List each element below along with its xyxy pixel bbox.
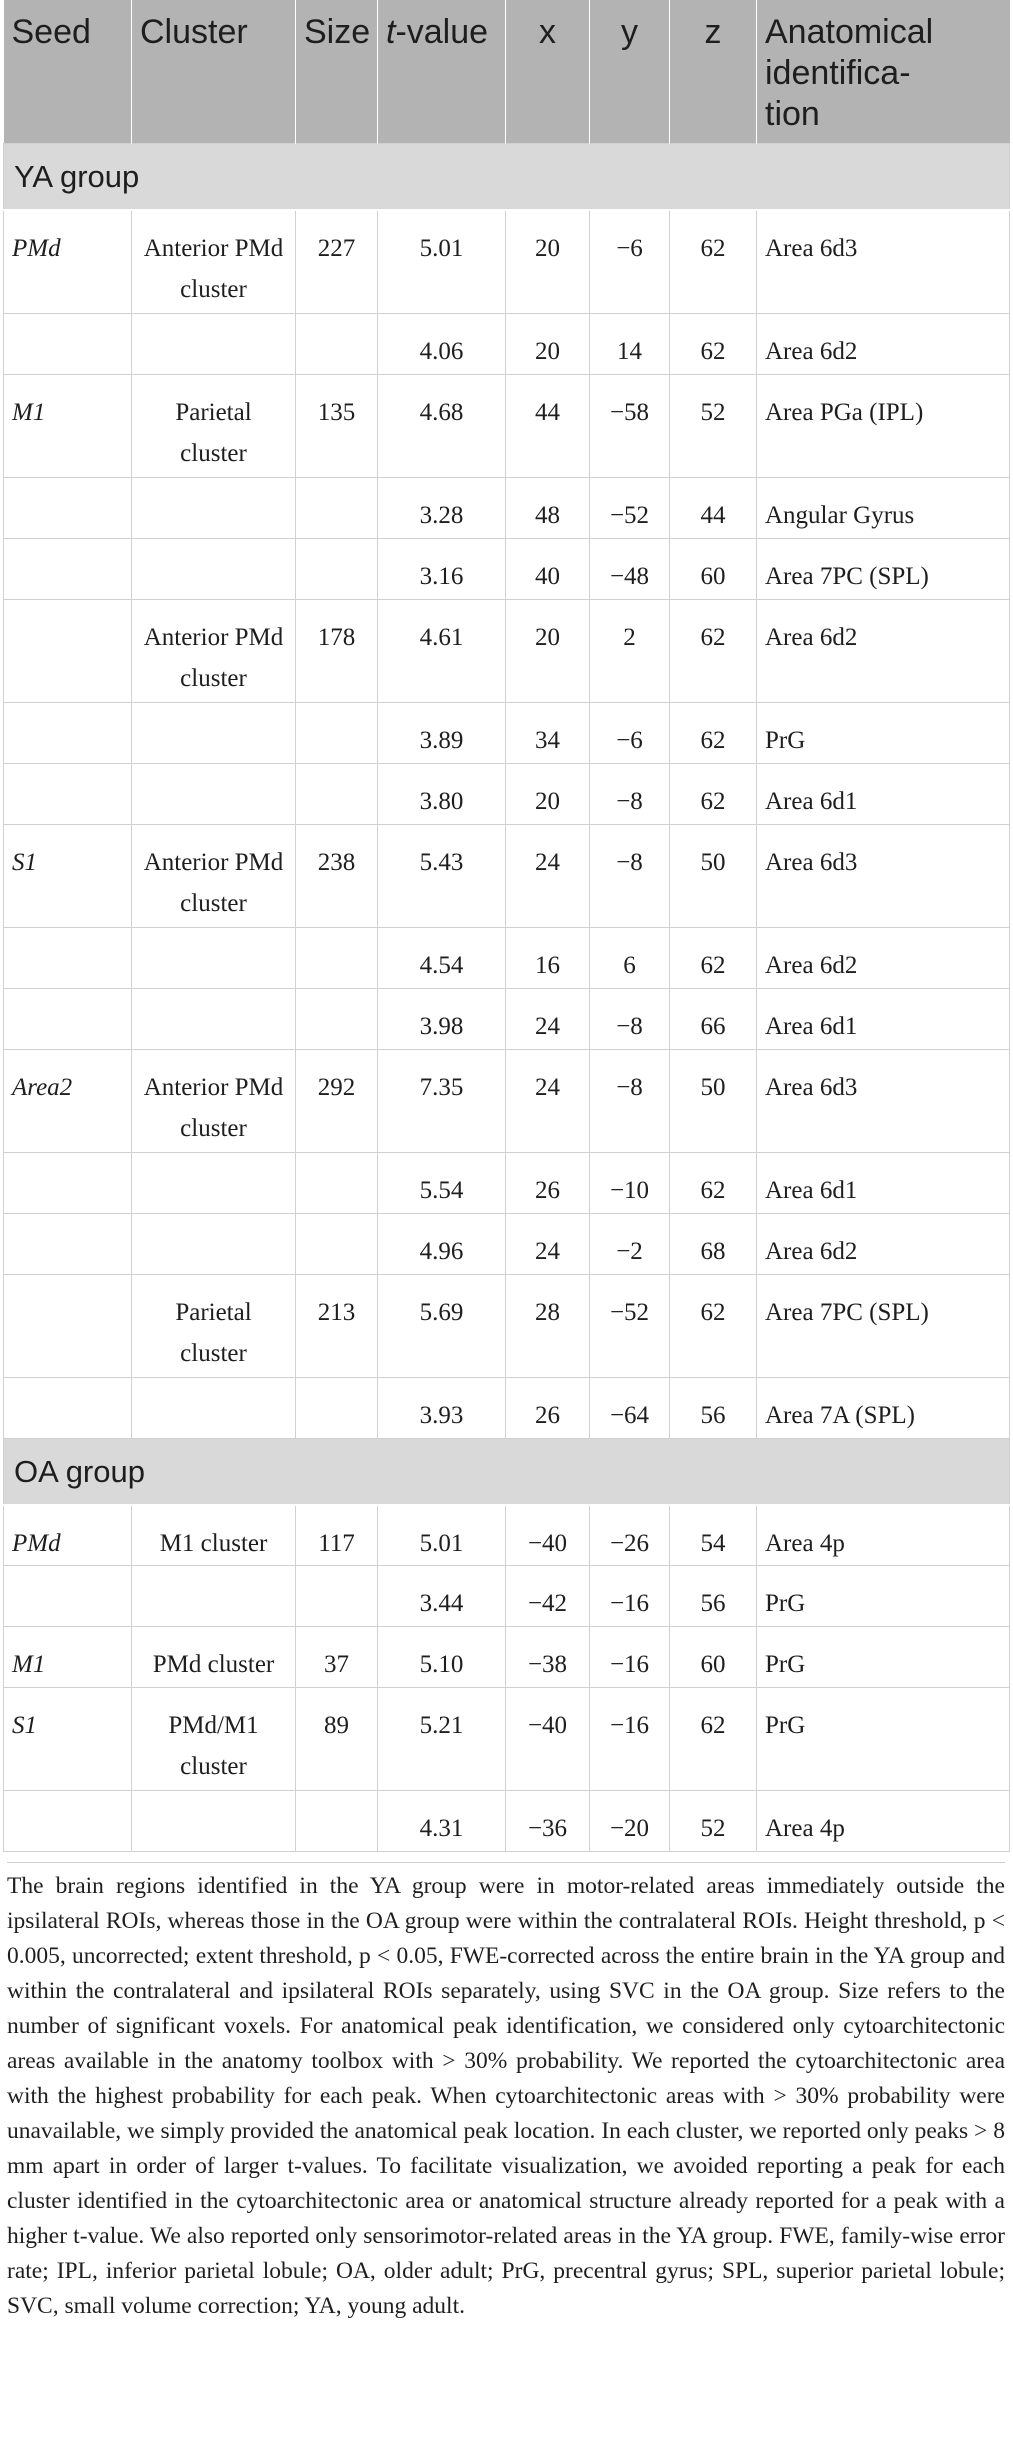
y-cell: −20 <box>590 1791 670 1852</box>
header-seed: Seed <box>4 0 132 144</box>
seed-cell <box>4 538 132 599</box>
z-cell: 52 <box>670 374 757 477</box>
t-value-cell: 4.96 <box>378 1213 506 1274</box>
anatomical-cell: Area 6d1 <box>757 763 1010 824</box>
z-cell: 56 <box>670 1566 757 1627</box>
size-cell <box>296 1377 378 1438</box>
header-y: y <box>590 0 670 144</box>
t-value-cell: 4.68 <box>378 374 506 477</box>
anatomical-cell: Area 4p <box>757 1505 1010 1566</box>
t-value-cell: 3.28 <box>378 477 506 538</box>
z-cell: 66 <box>670 988 757 1049</box>
header-x: x <box>506 0 590 144</box>
t-value-cell: 4.31 <box>378 1791 506 1852</box>
size-cell <box>296 313 378 374</box>
anatomical-cell: Area 4p <box>757 1791 1010 1852</box>
t-value-cell: 5.01 <box>378 1505 506 1566</box>
t-value-cell: 3.89 <box>378 702 506 763</box>
size-cell <box>296 1791 378 1852</box>
size-cell <box>296 1213 378 1274</box>
seed-cell: PMd <box>4 210 132 313</box>
seed-cell <box>4 1274 132 1377</box>
cluster-cell <box>132 927 296 988</box>
anatomical-cell: Area 7PC (SPL) <box>757 1274 1010 1377</box>
x-cell: 24 <box>506 988 590 1049</box>
anatomical-cell: Angular Gyrus <box>757 477 1010 538</box>
x-cell: 26 <box>506 1152 590 1213</box>
seed-cell <box>4 1566 132 1627</box>
seed-cell <box>4 1377 132 1438</box>
anatomical-cell: PrG <box>757 1566 1010 1627</box>
z-cell: 50 <box>670 824 757 927</box>
cluster-cell <box>132 477 296 538</box>
y-cell: 2 <box>590 599 670 702</box>
y-cell: −52 <box>590 1274 670 1377</box>
table-footnote: The brain regions identified in the YA group were in motor-related areas immediately outside the ipsilateral ROIs, whereas those in the OA group were within the contralateral ROIs. Height threshold, p < 0.005, uncorrected; extent threshold, p < 0.05, FWE-corrected across the entire brain in the YA group and within the contralateral and ipsilateral ROIs separately, using SVC in the OA group. Size refers to the number of significant voxels. For anatomical peak identification, we considered only cytoarchitectonic areas available in the anatomy toolbox with > 30% probability. We reported the cytoarchitectonic area with the highest probability for each peak. When cytoarchitectonic areas with > 30% probability were unavailable, we simply provided the anatomical peak location. In each cluster, we reported only peaks > 8 mm apart in order of larger t-values. To facilitate visualization, we avoided reporting a peak for each cluster identified in the cytoarchitectonic area or anatomical structure already reported for a peak with a higher t-value. We also reported only sensorimotor-related areas in the YA group. FWE, family-wise error rate; IPL, inferior parietal lobule; OA, older adult; PrG, precentral gyrus; SPL, superior parietal lobule; SVC, small volume correction; YA, young adult. <box>7 1862 1005 2324</box>
y-cell: −6 <box>590 210 670 313</box>
table-row <box>4 1049 1010 1152</box>
cluster-cell <box>132 1213 296 1274</box>
header-cluster: Cluster <box>132 0 296 144</box>
header-t-italic: t <box>386 13 396 51</box>
table-row <box>4 702 1010 763</box>
z-cell: 50 <box>670 1049 757 1152</box>
x-cell: 20 <box>506 210 590 313</box>
table-page <box>3 0 1009 2324</box>
size-cell: 292 <box>296 1049 378 1152</box>
z-cell: 62 <box>670 210 757 313</box>
cluster-cell <box>132 1377 296 1438</box>
group-label: YA group <box>4 144 1010 211</box>
cluster-cell <box>132 313 296 374</box>
z-cell: 62 <box>670 1152 757 1213</box>
y-cell: −10 <box>590 1152 670 1213</box>
cluster-cell: Anterior PMd cluster <box>132 210 296 313</box>
seed-cell <box>4 313 132 374</box>
size-cell: 37 <box>296 1627 378 1688</box>
table-row <box>4 988 1010 1049</box>
anatomical-cell: Area 6d2 <box>757 313 1010 374</box>
size-cell: 117 <box>296 1505 378 1566</box>
anatomical-cell: Area 6d3 <box>757 210 1010 313</box>
z-cell: 44 <box>670 477 757 538</box>
table-row <box>4 477 1010 538</box>
y-cell: −8 <box>590 763 670 824</box>
anatomical-cell: PrG <box>757 1627 1010 1688</box>
size-cell <box>296 1152 378 1213</box>
table-row <box>4 1566 1010 1627</box>
table-row <box>4 1688 1010 1791</box>
seed-cell <box>4 702 132 763</box>
anatomical-cell: Area 6d1 <box>757 988 1010 1049</box>
cluster-cell <box>132 1791 296 1852</box>
anatomical-cell: Area 7A (SPL) <box>757 1377 1010 1438</box>
size-cell <box>296 477 378 538</box>
x-cell: 24 <box>506 824 590 927</box>
y-cell: −64 <box>590 1377 670 1438</box>
table-row <box>4 824 1010 927</box>
seed-cell: PMd <box>4 1505 132 1566</box>
y-cell: −16 <box>590 1627 670 1688</box>
seed-cell <box>4 599 132 702</box>
size-cell <box>296 538 378 599</box>
t-value-cell: 4.06 <box>378 313 506 374</box>
table-row <box>4 1152 1010 1213</box>
x-cell: 16 <box>506 927 590 988</box>
t-value-cell: 4.61 <box>378 599 506 702</box>
table-row <box>4 1213 1010 1274</box>
t-value-cell: 5.01 <box>378 210 506 313</box>
cluster-cell: Parietal cluster <box>132 374 296 477</box>
cluster-cell: Anterior PMd cluster <box>132 824 296 927</box>
x-cell: 20 <box>506 599 590 702</box>
anatomical-cell: Area 6d3 <box>757 824 1010 927</box>
z-cell: 54 <box>670 1505 757 1566</box>
seed-cell <box>4 763 132 824</box>
seed-cell: S1 <box>4 824 132 927</box>
size-cell: 89 <box>296 1688 378 1791</box>
z-cell: 62 <box>670 927 757 988</box>
z-cell: 62 <box>670 702 757 763</box>
cluster-cell: Anterior PMd cluster <box>132 599 296 702</box>
z-cell: 60 <box>670 538 757 599</box>
cluster-cell <box>132 763 296 824</box>
x-cell: −36 <box>506 1791 590 1852</box>
x-cell: 24 <box>506 1213 590 1274</box>
group-label: OA group <box>4 1438 1010 1505</box>
table-row <box>4 313 1010 374</box>
x-cell: 24 <box>506 1049 590 1152</box>
header-t-rest: -value <box>395 13 489 51</box>
cluster-cell: PMd/M1 cluster <box>132 1688 296 1791</box>
t-value-cell: 7.35 <box>378 1049 506 1152</box>
table-row <box>4 374 1010 477</box>
t-value-cell: 5.43 <box>378 824 506 927</box>
t-value-cell: 3.16 <box>378 538 506 599</box>
size-cell <box>296 702 378 763</box>
anatomical-cell: Area 6d1 <box>757 1152 1010 1213</box>
size-cell <box>296 988 378 1049</box>
y-cell: −26 <box>590 1505 670 1566</box>
table-row <box>4 1377 1010 1438</box>
t-value-cell: 3.93 <box>378 1377 506 1438</box>
header-size: Size <box>296 0 378 144</box>
size-cell: 213 <box>296 1274 378 1377</box>
y-cell: −8 <box>590 824 670 927</box>
t-value-cell: 5.54 <box>378 1152 506 1213</box>
cluster-cell <box>132 538 296 599</box>
x-cell: 20 <box>506 763 590 824</box>
header-row <box>4 0 1010 144</box>
x-cell: 28 <box>506 1274 590 1377</box>
t-value-cell: 3.80 <box>378 763 506 824</box>
seed-cell: Area2 <box>4 1049 132 1152</box>
size-cell: 227 <box>296 210 378 313</box>
anatomical-cell: PrG <box>757 1688 1010 1791</box>
table-row <box>4 1505 1010 1566</box>
x-cell: −38 <box>506 1627 590 1688</box>
anatomical-cell: Area 6d2 <box>757 927 1010 988</box>
size-cell: 135 <box>296 374 378 477</box>
anatomical-cell: Area 7PC (SPL) <box>757 538 1010 599</box>
table-row <box>4 763 1010 824</box>
t-value-cell: 3.44 <box>378 1566 506 1627</box>
y-cell: 6 <box>590 927 670 988</box>
table-row <box>4 538 1010 599</box>
x-cell: 20 <box>506 313 590 374</box>
cluster-cell: PMd cluster <box>132 1627 296 1688</box>
cluster-cell: Anterior PMd cluster <box>132 1049 296 1152</box>
z-cell: 60 <box>670 1627 757 1688</box>
z-cell: 62 <box>670 599 757 702</box>
table-row <box>4 1791 1010 1852</box>
table-row <box>4 1274 1010 1377</box>
y-cell: −6 <box>590 702 670 763</box>
y-cell: −58 <box>590 374 670 477</box>
header-z: z <box>670 0 757 144</box>
x-cell: 26 <box>506 1377 590 1438</box>
table-row <box>4 927 1010 988</box>
z-cell: 62 <box>670 1274 757 1377</box>
anatomical-cell: Area 6d3 <box>757 1049 1010 1152</box>
y-cell: −48 <box>590 538 670 599</box>
group-row <box>4 144 1010 211</box>
header-anatomical: Anatomical identifica- tion <box>757 0 1010 144</box>
anatomical-cell: PrG <box>757 702 1010 763</box>
y-cell: −8 <box>590 988 670 1049</box>
cluster-cell <box>132 1566 296 1627</box>
y-cell: −16 <box>590 1688 670 1791</box>
x-cell: −40 <box>506 1505 590 1566</box>
x-cell: 40 <box>506 538 590 599</box>
cluster-cell: M1 cluster <box>132 1505 296 1566</box>
x-cell: −40 <box>506 1688 590 1791</box>
table-row <box>4 210 1010 313</box>
group-row <box>4 1438 1010 1505</box>
size-cell <box>296 927 378 988</box>
results-table <box>3 0 1010 1852</box>
x-cell: 48 <box>506 477 590 538</box>
table-row <box>4 1627 1010 1688</box>
cluster-cell <box>132 1152 296 1213</box>
z-cell: 62 <box>670 1688 757 1791</box>
z-cell: 62 <box>670 313 757 374</box>
seed-cell: M1 <box>4 374 132 477</box>
y-cell: −16 <box>590 1566 670 1627</box>
x-cell: −42 <box>506 1566 590 1627</box>
seed-cell <box>4 927 132 988</box>
seed-cell: S1 <box>4 1688 132 1791</box>
anatomical-cell: Area PGa (IPL) <box>757 374 1010 477</box>
t-value-cell: 5.21 <box>378 1688 506 1791</box>
x-cell: 44 <box>506 374 590 477</box>
seed-cell: M1 <box>4 1627 132 1688</box>
z-cell: 62 <box>670 763 757 824</box>
table-row <box>4 599 1010 702</box>
seed-cell <box>4 477 132 538</box>
seed-cell <box>4 1791 132 1852</box>
y-cell: −8 <box>590 1049 670 1152</box>
size-cell <box>296 1566 378 1627</box>
anatomical-cell: Area 6d2 <box>757 599 1010 702</box>
t-value-cell: 5.10 <box>378 1627 506 1688</box>
cluster-cell <box>132 702 296 763</box>
cluster-cell <box>132 988 296 1049</box>
t-value-cell: 3.98 <box>378 988 506 1049</box>
anatomical-cell: Area 6d2 <box>757 1213 1010 1274</box>
size-cell <box>296 763 378 824</box>
cluster-cell: Parietal cluster <box>132 1274 296 1377</box>
z-cell: 52 <box>670 1791 757 1852</box>
y-cell: 14 <box>590 313 670 374</box>
t-value-cell: 4.54 <box>378 927 506 988</box>
seed-cell <box>4 1152 132 1213</box>
t-value-cell: 5.69 <box>378 1274 506 1377</box>
size-cell: 178 <box>296 599 378 702</box>
z-cell: 56 <box>670 1377 757 1438</box>
seed-cell <box>4 988 132 1049</box>
y-cell: −2 <box>590 1213 670 1274</box>
y-cell: −52 <box>590 477 670 538</box>
z-cell: 68 <box>670 1213 757 1274</box>
header-t-value <box>378 0 506 144</box>
size-cell: 238 <box>296 824 378 927</box>
x-cell: 34 <box>506 702 590 763</box>
table-body <box>4 144 1010 1852</box>
seed-cell <box>4 1213 132 1274</box>
